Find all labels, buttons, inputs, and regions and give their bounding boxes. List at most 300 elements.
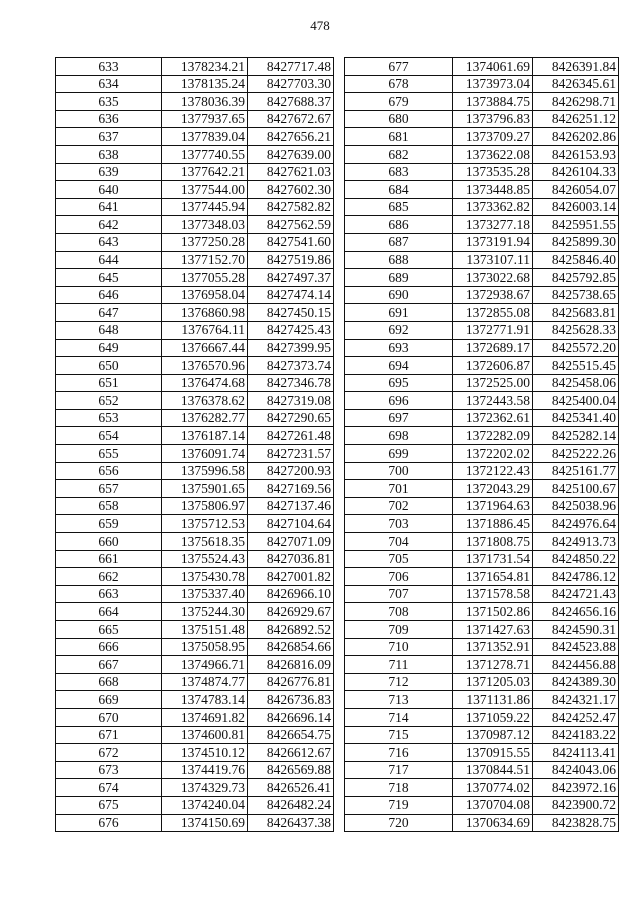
- table-row: [345, 409, 619, 427]
- y-coordinate-cell: 8426298.71: [533, 93, 619, 111]
- y-coordinate-cell: 8427231.57: [248, 445, 334, 463]
- table-row: [56, 233, 334, 251]
- point-number-cell: 705: [345, 550, 453, 568]
- x-coordinate-cell: 1373973.04: [453, 75, 533, 93]
- point-number-cell: 640: [56, 181, 162, 199]
- table-row: [345, 533, 619, 551]
- x-coordinate-cell: 1375524.43: [162, 550, 248, 568]
- x-coordinate-cell: 1378135.24: [162, 75, 248, 93]
- table-row: [56, 181, 334, 199]
- table-row: [345, 321, 619, 339]
- x-coordinate-cell: 1372525.00: [453, 374, 533, 392]
- x-coordinate-cell: 1374600.81: [162, 726, 248, 744]
- table-row: [56, 145, 334, 163]
- point-number-cell: 639: [56, 163, 162, 181]
- y-coordinate-cell: 8427137.46: [248, 497, 334, 515]
- y-coordinate-cell: 8427071.09: [248, 533, 334, 551]
- table-row: [56, 93, 334, 111]
- y-coordinate-cell: 8424252.47: [533, 708, 619, 726]
- y-coordinate-cell: 8425515.45: [533, 357, 619, 375]
- table-row: [345, 427, 619, 445]
- point-number-cell: 636: [56, 110, 162, 128]
- x-coordinate-cell: 1371731.54: [453, 550, 533, 568]
- point-number-cell: 666: [56, 638, 162, 656]
- point-number-cell: 654: [56, 427, 162, 445]
- point-number-cell: 669: [56, 691, 162, 709]
- point-number-cell: 658: [56, 497, 162, 515]
- y-coordinate-cell: 8425899.30: [533, 233, 619, 251]
- y-coordinate-cell: 8424590.31: [533, 621, 619, 639]
- point-number-cell: 674: [56, 779, 162, 797]
- x-coordinate-cell: 1371059.22: [453, 708, 533, 726]
- point-number-cell: 702: [345, 497, 453, 515]
- x-coordinate-cell: 1372202.02: [453, 445, 533, 463]
- x-coordinate-cell: 1374061.69: [453, 58, 533, 76]
- table-row: [56, 269, 334, 287]
- page-number: 478: [310, 18, 330, 33]
- y-coordinate-cell: 8427672.67: [248, 110, 334, 128]
- point-number-cell: 648: [56, 321, 162, 339]
- point-number-cell: 681: [345, 128, 453, 146]
- x-coordinate-cell: 1376187.14: [162, 427, 248, 445]
- y-coordinate-cell: 8424656.16: [533, 603, 619, 621]
- table-row: [56, 656, 334, 674]
- x-coordinate-cell: 1371427.63: [453, 621, 533, 639]
- y-coordinate-cell: 8423828.75: [533, 814, 619, 832]
- point-number-cell: 677: [345, 58, 453, 76]
- table-row: [56, 533, 334, 551]
- table-row: [345, 744, 619, 762]
- x-coordinate-cell: 1373107.11: [453, 251, 533, 269]
- table-row: [56, 744, 334, 762]
- x-coordinate-cell: 1370774.02: [453, 779, 533, 797]
- y-coordinate-cell: 8426345.61: [533, 75, 619, 93]
- y-coordinate-cell: 8427497.37: [248, 269, 334, 287]
- point-number-cell: 646: [56, 286, 162, 304]
- x-coordinate-cell: 1373884.75: [453, 93, 533, 111]
- y-coordinate-cell: 8426003.14: [533, 198, 619, 216]
- table-row: [345, 286, 619, 304]
- x-coordinate-cell: 1375244.30: [162, 603, 248, 621]
- y-coordinate-cell: 8427688.37: [248, 93, 334, 111]
- point-number-cell: 683: [345, 163, 453, 181]
- y-coordinate-cell: 8424183.22: [533, 726, 619, 744]
- table-row: [345, 708, 619, 726]
- table-row: [56, 75, 334, 93]
- x-coordinate-cell: 1376958.04: [162, 286, 248, 304]
- x-coordinate-cell: 1377445.94: [162, 198, 248, 216]
- point-number-cell: 691: [345, 304, 453, 322]
- point-number-cell: 688: [345, 251, 453, 269]
- table-row: [345, 480, 619, 498]
- x-coordinate-cell: 1372443.58: [453, 392, 533, 410]
- x-coordinate-cell: 1374329.73: [162, 779, 248, 797]
- y-coordinate-cell: 8425951.55: [533, 216, 619, 234]
- table-row: [345, 796, 619, 814]
- y-coordinate-cell: 8427621.03: [248, 163, 334, 181]
- x-coordinate-cell: 1375058.95: [162, 638, 248, 656]
- table-row: [345, 585, 619, 603]
- x-coordinate-cell: 1374966.71: [162, 656, 248, 674]
- y-coordinate-cell: 8424321.17: [533, 691, 619, 709]
- table-row: [345, 621, 619, 639]
- y-coordinate-cell: 8427200.93: [248, 462, 334, 480]
- x-coordinate-cell: 1378036.39: [162, 93, 248, 111]
- y-coordinate-cell: 8424850.22: [533, 550, 619, 568]
- table-row: [345, 761, 619, 779]
- point-number-cell: 659: [56, 515, 162, 533]
- y-coordinate-cell: 8426696.14: [248, 708, 334, 726]
- y-coordinate-cell: 8427319.08: [248, 392, 334, 410]
- table-row: [345, 445, 619, 463]
- y-coordinate-cell: 8425792.85: [533, 269, 619, 287]
- y-coordinate-cell: 8425161.77: [533, 462, 619, 480]
- x-coordinate-cell: 1371964.63: [453, 497, 533, 515]
- y-coordinate-cell: 8423900.72: [533, 796, 619, 814]
- y-coordinate-cell: 8427169.56: [248, 480, 334, 498]
- y-coordinate-cell: 8426892.52: [248, 621, 334, 639]
- table-row: [56, 321, 334, 339]
- table-row: [56, 673, 334, 691]
- table-row: [345, 145, 619, 163]
- y-coordinate-cell: 8424456.88: [533, 656, 619, 674]
- point-number-cell: 719: [345, 796, 453, 814]
- x-coordinate-cell: 1375712.53: [162, 515, 248, 533]
- point-number-cell: 637: [56, 128, 162, 146]
- point-number-cell: 694: [345, 357, 453, 375]
- point-number-cell: 676: [56, 814, 162, 832]
- table-row: [56, 515, 334, 533]
- point-number-cell: 717: [345, 761, 453, 779]
- point-number-cell: 692: [345, 321, 453, 339]
- point-number-cell: 642: [56, 216, 162, 234]
- y-coordinate-cell: 8426104.33: [533, 163, 619, 181]
- table-row: [345, 673, 619, 691]
- table-row: [56, 374, 334, 392]
- y-coordinate-cell: 8425628.33: [533, 321, 619, 339]
- y-coordinate-cell: 8427703.30: [248, 75, 334, 93]
- table-row: [56, 339, 334, 357]
- x-coordinate-cell: 1377152.70: [162, 251, 248, 269]
- y-coordinate-cell: 8427399.95: [248, 339, 334, 357]
- point-number-cell: 699: [345, 445, 453, 463]
- point-number-cell: 644: [56, 251, 162, 269]
- point-number-cell: 645: [56, 269, 162, 287]
- point-number-cell: 660: [56, 533, 162, 551]
- table-row: [56, 585, 334, 603]
- table-row: [56, 286, 334, 304]
- x-coordinate-cell: 1370844.51: [453, 761, 533, 779]
- point-number-cell: 704: [345, 533, 453, 551]
- y-coordinate-cell: 8425683.81: [533, 304, 619, 322]
- table-row: [345, 656, 619, 674]
- x-coordinate-cell: 1377055.28: [162, 269, 248, 287]
- point-number-cell: 667: [56, 656, 162, 674]
- point-number-cell: 680: [345, 110, 453, 128]
- y-coordinate-cell: 8427261.48: [248, 427, 334, 445]
- table-row: [345, 304, 619, 322]
- x-coordinate-cell: 1372282.09: [453, 427, 533, 445]
- point-number-cell: 673: [56, 761, 162, 779]
- point-number-cell: 665: [56, 621, 162, 639]
- table-row: [345, 550, 619, 568]
- table-row: [56, 445, 334, 463]
- x-coordinate-cell: 1376764.11: [162, 321, 248, 339]
- x-coordinate-cell: 1373535.28: [453, 163, 533, 181]
- x-coordinate-cell: 1370704.08: [453, 796, 533, 814]
- table-row: [345, 691, 619, 709]
- point-number-cell: 687: [345, 233, 453, 251]
- table-row: [56, 779, 334, 797]
- x-coordinate-cell: 1373709.27: [453, 128, 533, 146]
- x-coordinate-cell: 1372771.91: [453, 321, 533, 339]
- table-row: [56, 198, 334, 216]
- y-coordinate-cell: 8425738.65: [533, 286, 619, 304]
- y-coordinate-cell: 8427602.30: [248, 181, 334, 199]
- x-coordinate-cell: 1372606.87: [453, 357, 533, 375]
- point-number-cell: 695: [345, 374, 453, 392]
- y-coordinate-cell: 8427104.64: [248, 515, 334, 533]
- table-row: [345, 216, 619, 234]
- point-number-cell: 711: [345, 656, 453, 674]
- point-number-cell: 641: [56, 198, 162, 216]
- table-row: [345, 181, 619, 199]
- x-coordinate-cell: 1372043.29: [453, 480, 533, 498]
- table-row: [56, 58, 334, 76]
- y-coordinate-cell: 8426054.07: [533, 181, 619, 199]
- y-coordinate-cell: 8427346.78: [248, 374, 334, 392]
- x-coordinate-cell: 1376378.62: [162, 392, 248, 410]
- x-coordinate-cell: 1371205.03: [453, 673, 533, 691]
- y-coordinate-cell: 8424913.73: [533, 533, 619, 551]
- point-number-cell: 696: [345, 392, 453, 410]
- x-coordinate-cell: 1377937.65: [162, 110, 248, 128]
- y-coordinate-cell: 8425400.04: [533, 392, 619, 410]
- table-row: [56, 304, 334, 322]
- point-number-cell: 662: [56, 568, 162, 586]
- y-coordinate-cell: 8427474.14: [248, 286, 334, 304]
- point-number-cell: 693: [345, 339, 453, 357]
- x-coordinate-cell: 1374510.12: [162, 744, 248, 762]
- x-coordinate-cell: 1374783.14: [162, 691, 248, 709]
- y-coordinate-cell: 8427541.60: [248, 233, 334, 251]
- table-row: [56, 251, 334, 269]
- y-coordinate-cell: 8424523.88: [533, 638, 619, 656]
- x-coordinate-cell: 1373448.85: [453, 181, 533, 199]
- table-row: [56, 638, 334, 656]
- point-number-cell: 633: [56, 58, 162, 76]
- y-coordinate-cell: 8426153.93: [533, 145, 619, 163]
- y-coordinate-cell: 8427036.81: [248, 550, 334, 568]
- table-row: [56, 708, 334, 726]
- table-row: [56, 110, 334, 128]
- y-coordinate-cell: 8427450.15: [248, 304, 334, 322]
- point-number-cell: 663: [56, 585, 162, 603]
- x-coordinate-cell: 1373622.08: [453, 145, 533, 163]
- table-row: [56, 427, 334, 445]
- point-number-cell: 697: [345, 409, 453, 427]
- point-number-cell: 715: [345, 726, 453, 744]
- x-coordinate-cell: 1373191.94: [453, 233, 533, 251]
- table-row: [345, 339, 619, 357]
- x-coordinate-cell: 1375806.97: [162, 497, 248, 515]
- y-coordinate-cell: 8425038.96: [533, 497, 619, 515]
- x-coordinate-cell: 1376860.98: [162, 304, 248, 322]
- y-coordinate-cell: 8427519.86: [248, 251, 334, 269]
- y-coordinate-cell: 8423972.16: [533, 779, 619, 797]
- y-coordinate-cell: 8426854.66: [248, 638, 334, 656]
- y-coordinate-cell: 8427656.21: [248, 128, 334, 146]
- point-number-cell: 718: [345, 779, 453, 797]
- table-row: [345, 58, 619, 76]
- x-coordinate-cell: 1372855.08: [453, 304, 533, 322]
- y-coordinate-cell: 8424976.64: [533, 515, 619, 533]
- y-coordinate-cell: 8427001.82: [248, 568, 334, 586]
- x-coordinate-cell: 1371352.91: [453, 638, 533, 656]
- y-coordinate-cell: 8424113.41: [533, 744, 619, 762]
- x-coordinate-cell: 1375151.48: [162, 621, 248, 639]
- table-row: [345, 251, 619, 269]
- table-row: [56, 550, 334, 568]
- point-number-cell: 655: [56, 445, 162, 463]
- x-coordinate-cell: 1377839.04: [162, 128, 248, 146]
- point-number-cell: 706: [345, 568, 453, 586]
- y-coordinate-cell: 8427582.82: [248, 198, 334, 216]
- x-coordinate-cell: 1373022.68: [453, 269, 533, 287]
- x-coordinate-cell: 1371502.86: [453, 603, 533, 621]
- x-coordinate-cell: 1374150.69: [162, 814, 248, 832]
- point-number-cell: 686: [345, 216, 453, 234]
- table-row: [345, 374, 619, 392]
- point-number-cell: 713: [345, 691, 453, 709]
- table-row: [56, 392, 334, 410]
- point-number-cell: 675: [56, 796, 162, 814]
- y-coordinate-cell: 8426482.24: [248, 796, 334, 814]
- x-coordinate-cell: 1377740.55: [162, 145, 248, 163]
- point-number-cell: 650: [56, 357, 162, 375]
- table-row: [56, 761, 334, 779]
- table-row: [345, 128, 619, 146]
- point-number-cell: 690: [345, 286, 453, 304]
- point-number-cell: 657: [56, 480, 162, 498]
- point-number-cell: 709: [345, 621, 453, 639]
- y-coordinate-cell: 8427290.65: [248, 409, 334, 427]
- y-coordinate-cell: 8425458.06: [533, 374, 619, 392]
- point-number-cell: 685: [345, 198, 453, 216]
- y-coordinate-cell: 8426654.75: [248, 726, 334, 744]
- point-number-cell: 700: [345, 462, 453, 480]
- x-coordinate-cell: 1374240.04: [162, 796, 248, 814]
- x-coordinate-cell: 1370915.55: [453, 744, 533, 762]
- table-row: [56, 726, 334, 744]
- table-row: [345, 75, 619, 93]
- point-number-cell: 653: [56, 409, 162, 427]
- x-coordinate-cell: 1377250.28: [162, 233, 248, 251]
- table-row: [345, 603, 619, 621]
- point-number-cell: 720: [345, 814, 453, 832]
- table-row: [345, 392, 619, 410]
- y-coordinate-cell: 8426437.38: [248, 814, 334, 832]
- x-coordinate-cell: 1370634.69: [453, 814, 533, 832]
- y-coordinate-cell: 8426526.41: [248, 779, 334, 797]
- table-row: [345, 814, 619, 832]
- point-number-cell: 703: [345, 515, 453, 533]
- point-number-cell: 689: [345, 269, 453, 287]
- point-number-cell: 714: [345, 708, 453, 726]
- point-number-cell: 652: [56, 392, 162, 410]
- table-row: [345, 568, 619, 586]
- table-row: [345, 93, 619, 111]
- y-coordinate-cell: 8426816.09: [248, 656, 334, 674]
- y-coordinate-cell: 8424389.30: [533, 673, 619, 691]
- table-row: [56, 568, 334, 586]
- point-number-cell: 661: [56, 550, 162, 568]
- table-row: [345, 110, 619, 128]
- table-row: [345, 198, 619, 216]
- table-row: [56, 603, 334, 621]
- y-coordinate-cell: 8427639.00: [248, 145, 334, 163]
- y-coordinate-cell: 8426776.81: [248, 673, 334, 691]
- point-number-cell: 643: [56, 233, 162, 251]
- y-coordinate-cell: 8426929.67: [248, 603, 334, 621]
- y-coordinate-cell: 8427562.59: [248, 216, 334, 234]
- y-coordinate-cell: 8427717.48: [248, 58, 334, 76]
- point-number-cell: 716: [345, 744, 453, 762]
- point-number-cell: 638: [56, 145, 162, 163]
- table-row: [56, 462, 334, 480]
- y-coordinate-cell: 8426202.86: [533, 128, 619, 146]
- x-coordinate-cell: 1376091.74: [162, 445, 248, 463]
- y-coordinate-cell: 8426612.67: [248, 744, 334, 762]
- point-number-cell: 712: [345, 673, 453, 691]
- x-coordinate-cell: 1371654.81: [453, 568, 533, 586]
- x-coordinate-cell: 1375337.40: [162, 585, 248, 603]
- x-coordinate-cell: 1375996.58: [162, 462, 248, 480]
- table-row: [56, 691, 334, 709]
- table-row: [345, 233, 619, 251]
- x-coordinate-cell: 1373277.18: [453, 216, 533, 234]
- x-coordinate-cell: 1372122.43: [453, 462, 533, 480]
- y-coordinate-cell: 8425100.67: [533, 480, 619, 498]
- y-coordinate-cell: 8424721.43: [533, 585, 619, 603]
- y-coordinate-cell: 8425282.14: [533, 427, 619, 445]
- table-row: [56, 497, 334, 515]
- table-row: [56, 814, 334, 832]
- y-coordinate-cell: 8426251.12: [533, 110, 619, 128]
- point-number-cell: 708: [345, 603, 453, 621]
- y-coordinate-cell: 8426569.88: [248, 761, 334, 779]
- point-number-cell: 672: [56, 744, 162, 762]
- x-coordinate-cell: 1376282.77: [162, 409, 248, 427]
- x-coordinate-cell: 1370987.12: [453, 726, 533, 744]
- point-number-cell: 634: [56, 75, 162, 93]
- x-coordinate-cell: 1371808.75: [453, 533, 533, 551]
- x-coordinate-cell: 1374874.77: [162, 673, 248, 691]
- table-row: [56, 409, 334, 427]
- table-row: [345, 462, 619, 480]
- y-coordinate-cell: 8426391.84: [533, 58, 619, 76]
- y-coordinate-cell: 8426736.83: [248, 691, 334, 709]
- x-coordinate-cell: 1373796.83: [453, 110, 533, 128]
- table-row: [56, 357, 334, 375]
- table-row: [345, 726, 619, 744]
- coordinates-table-left: [55, 57, 334, 832]
- y-coordinate-cell: 8427425.43: [248, 321, 334, 339]
- x-coordinate-cell: 1374691.82: [162, 708, 248, 726]
- x-coordinate-cell: 1371278.71: [453, 656, 533, 674]
- x-coordinate-cell: 1376474.68: [162, 374, 248, 392]
- point-number-cell: 656: [56, 462, 162, 480]
